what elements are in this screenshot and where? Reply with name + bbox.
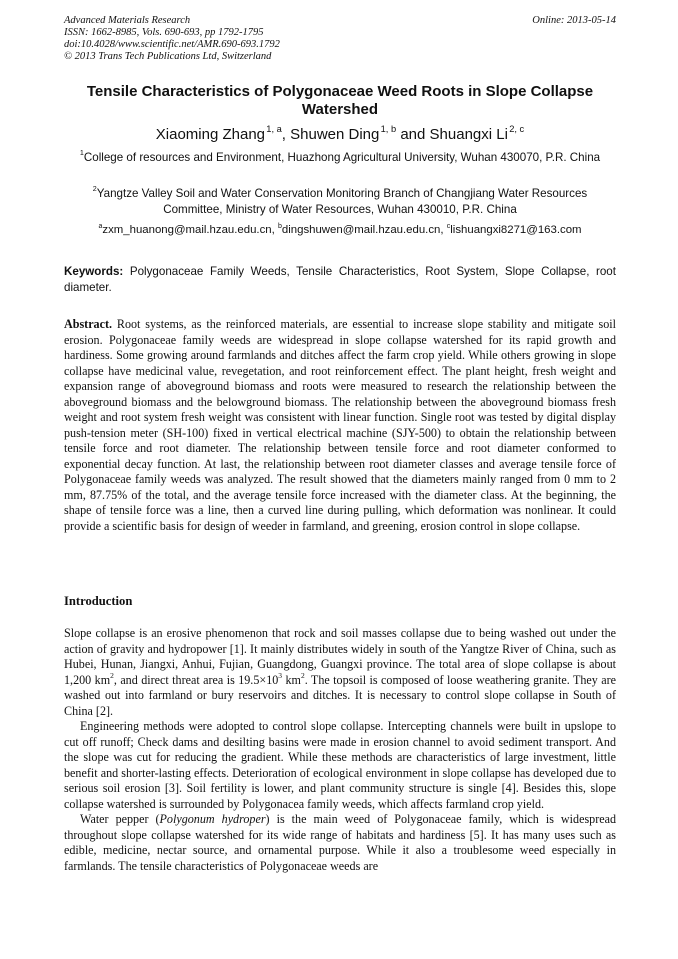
abstract <box>64 317 616 534</box>
journal-name: Advanced Materials Research <box>64 15 191 26</box>
author-affil-mark: 1, b <box>380 124 397 135</box>
issn-line: ISSN: 1662-8985, Vols. 690-693, pp 1792-1795 <box>64 27 264 38</box>
author-name: Xiaoming Zhang <box>155 126 266 143</box>
author-name: Shuwen Ding <box>290 126 380 143</box>
email-link[interactable]: zxm_huanong@mail.hzau.edu.cn <box>102 224 272 236</box>
email-link[interactable]: dingshuwen@mail.hzau.edu.cn <box>281 224 441 236</box>
email-list: $^a$zxm_huanong@mail.hzau.edu.cn, $^b$dingshuwen@mail.hzau.edu.cn, $^c$lishuangxi8271@163.com <box>98 222 582 236</box>
author-name: Shuangxi Li <box>429 126 508 143</box>
paper-title: Tensile Characteristics of Polygonaceae Weed Roots in Slope Collapse Watershed <box>86 83 594 118</box>
keywords-text: Polygonaceae Family Weeds, Tensile Characteristics, Root System, Slope Collapse, root diameter. <box>64 265 616 294</box>
affiliation-2: $^2$Yangtze Valley Soil and Water Conservation Monitoring Branch of Changjiang Water Resources Committee, Ministry of Water Resources, Wuhan 430010, P.R. China <box>92 184 588 216</box>
abstract-label: Abstract. <box>64 317 113 331</box>
author-affil-mark: 2, c <box>509 124 525 135</box>
paragraph: Water pepper (Polygonum hydroper) is the main weed of Polygonaceae family, which is widespread throughout slope collapse watershed for its wide range of habitats and hardiness [5]. It has many uses such as edible, medicine, nectar source, and ornamental purpose. While it also a troublesome weed especially in farmlands. The tensile characteristics of Polygonaceae weeds are <box>64 812 617 873</box>
section-heading-introduction: Introduction <box>64 594 133 608</box>
abstract-text: Root systems, as the reinforced materials, are essential to increase slope stability and mitigate soil erosion. Polygonaceae family weeds are widespread in slope collapse watershed for its rapid growth and hardiness. Some growing around farmlands and ditches affect the farm crop yield. While others growing in slope collapse have medicinal value, revegetation, and root reinforcement effect. The plant height, fresh weight and expansion range of aboveground biomass and roots were measured to research the relationship between the aboveground biomass and the belowground biomass. The relationship between the aboveground biomass fresh weight and root system fresh weight was consistent with linear function. Single root was tested by digital display push-tension meter (SH-100) fixed in vertical electrical machine (SJY-500) to obtain the relationship between tensile force and root diameter. The relationship between tensile force and root diameter conformed to exponential decay function. At last, the relationship between root diameter classes and average tensile force of Polygonaceae family weeds was analyzed. The result showed that the diameters mainly ranged from 0 mm to 2 mm, 87.75% of the total, and the average tensile force increased with the diameter class. At the beginning, the shape of tensile force was a line, then a curved line during pulling, which deformation was nonlinear. It could provide a scientific basis for design of weeder in farmland, and greening, erosion control in slope collapse. <box>64 317 616 533</box>
affiliation-1: $^1$College of resources and Environment, Huazhong Agricultural University, Wuhan 430070, P.R. China <box>79 148 601 164</box>
keywords <box>64 264 616 295</box>
doi-line[interactable]: doi:10.4028/www.scientific.net/AMR.690-693.1792 <box>64 39 280 50</box>
author-affil-mark: 1, a <box>266 124 282 135</box>
online-date: Online: 2013-05-14 <box>532 15 616 26</box>
introduction-body <box>64 626 616 874</box>
running-header <box>64 15 616 63</box>
copyright-line: © 2013 Trans Tech Publications Ltd, Switzerland <box>64 51 272 62</box>
email-link[interactable]: lishuangxi8271@163.com <box>450 224 582 236</box>
paragraph: Slope collapse is an erosive phenomenon that rock and soil masses collapse due to being washed out under the action of gravity and hydropower [1]. It mainly distributes widely in south of the Yangtze River of China, such as Hubei, Hunan, Jiangxi, Anhui, Fujian, Guangdong, Guangxi province. The total area of slope collapse is about 1,200 $km^2$, and direct threat area is $19.5\times 10^3$ $km^2$. The topsoil is composed of loose weathering granite. They are washed out into farmland or bury reservoirs and ditches. It is necessary to control slope collapse in South of China [2]. <box>64 626 616 718</box>
keywords-label: Keywords: <box>64 265 124 278</box>
species-name: Polygonum hydroper <box>159 812 266 826</box>
author-list: Xiaoming Zhang $^{1, a}$, Shuwen Ding $^{1, b}$ and Shuangxi Li $^{2, c}$ <box>155 124 525 143</box>
paragraph: Engineering methods were adopted to control slope collapse. Intercepting channels were built in upslope to cut off runoff; Check dams and desilting basins were made in erosion channel to avoid sediment transport. And the slope was cut for reducing the gradient. While these methods are characteristics of large investment, little benefit and shorter-lasting effects. Deterioration of ecological environment in slope collapse has developed due to serious soil erosion [3]. Soil fertility is lower, and plant community structure is single [4]. Besides this, slope collapse watershed is surrounded by Polygonacea family weeds, which affects farmland crop yield. <box>64 719 616 811</box>
